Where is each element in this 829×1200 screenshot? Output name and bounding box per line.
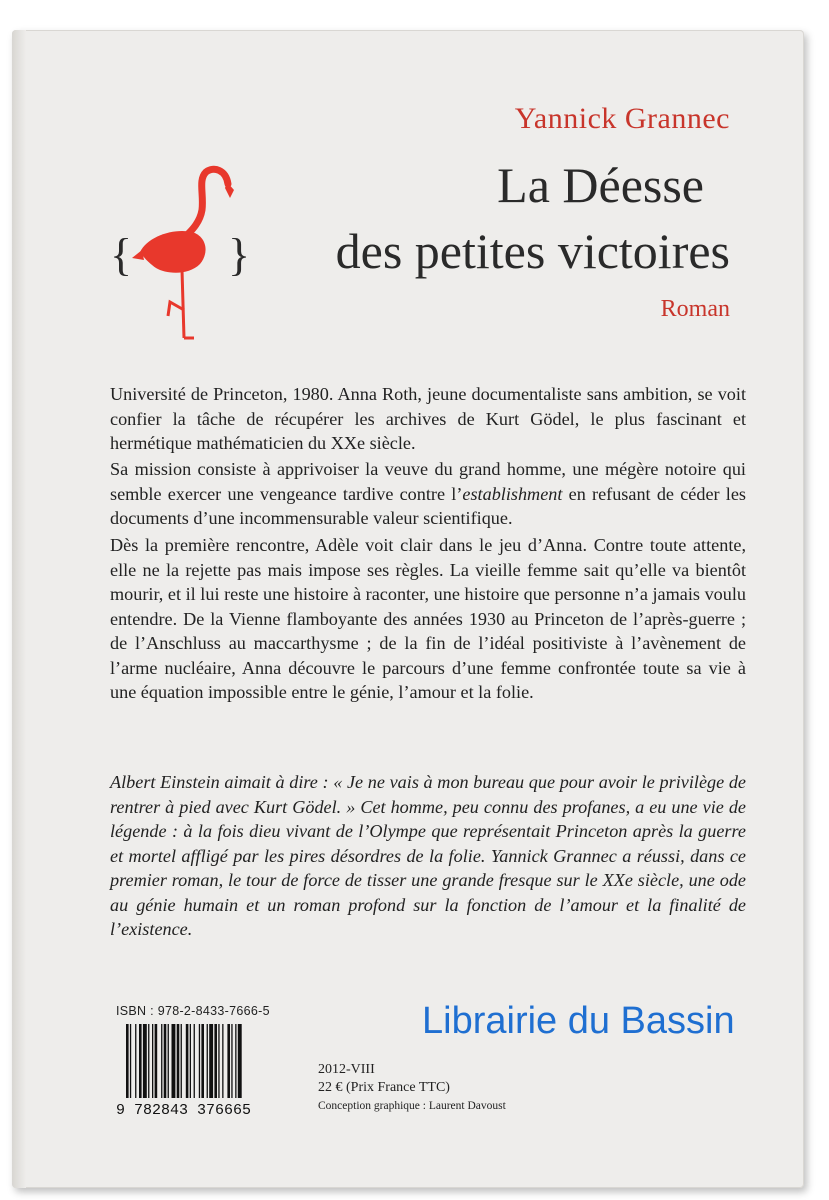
summary-p2-emphasis: establishment bbox=[462, 483, 563, 504]
summary-p2-start: Sa mission consiste à apprivoiser la veuve du grand homme, une mégère notoire qui semble exercer une vengeance tardive contre l’ bbox=[110, 459, 746, 504]
edition-code: 2012-VIII bbox=[318, 1062, 375, 1077]
summary-paragraph-2 bbox=[110, 457, 746, 531]
brace-right: } bbox=[228, 229, 251, 280]
book-back-cover bbox=[12, 30, 804, 1188]
genre-label: Roman bbox=[660, 296, 730, 322]
shop-watermark: Librairie du Bassin bbox=[422, 1000, 735, 1042]
design-credit: Conception graphique : Laurent Davoust bbox=[318, 1100, 506, 1112]
price: 22 € (Prix France TTC) bbox=[318, 1080, 450, 1095]
summary-paragraph-3: Dès la première rencontre, Adèle voit clair dans le jeu d’Anna. Contre toute attente, elle ne la rejette pas mais impose ses règles. La vieille femme sait qu’elle va bientôt mourir, et il lui reste une histoire à raconter, une histoire que personne n’a jamais voulu entendre. De la Vienne flamboyante des années 1930 au Princeton de l’après-guerre ; de l’Anschluss au maccarthysme ; de la fin de l’idéal positiviste à l’avènement de l’arme nucléaire, Anna découvre le parcours d’une femme confrontée toute sa vie à une équation impossible entre le génie, l’amour et la folie. bbox=[110, 535, 746, 702]
barcode-digits: 9 782843 376665 bbox=[116, 1102, 252, 1116]
logo bbox=[110, 160, 260, 340]
barcode bbox=[114, 1020, 289, 1116]
flamingo-icon bbox=[130, 160, 240, 340]
brace-left: { bbox=[110, 229, 133, 280]
isbn-label: ISBN : 978-2-8433-7666-5 bbox=[116, 1004, 270, 1018]
title-line-2: des petites victoires bbox=[335, 223, 730, 279]
title-line-1: La Déesse bbox=[497, 157, 704, 213]
summary-p2-end: en refusant de céder les documents d’une incommensurable valeur scientifique. bbox=[110, 483, 747, 528]
quote-paragraph: Albert Einstein aimait à dire : « Je ne vais à mon bureau que pour avoir le privilège de rentrer à pied avec Kurt Gödel. » Cet homme, peu connu des profanes, a eu une vie de légende : à la fois dieu vivant de l’Olympe que représentait Princeton après la guerre et mortel affligé par les pires désordres de la folie. Yannick Grannec a réussi, dans ce premier roman, le tour de force de tisser une grande fresque sur le XXe siècle, une ode au génie humain et un roman profond sur la fonction de l’amour et la finalité de l’existence. bbox=[110, 772, 746, 939]
summary-paragraph-1: Université de Princeton, 1980. Anna Roth, jeune documentaliste sans ambition, se voit confier la tâche de récupérer les archives de Kurt Gödel, le plus fascinant et hermétique mathématicien du XXe siècle. bbox=[110, 384, 746, 453]
author-name: Yannick Grannec bbox=[514, 102, 730, 135]
